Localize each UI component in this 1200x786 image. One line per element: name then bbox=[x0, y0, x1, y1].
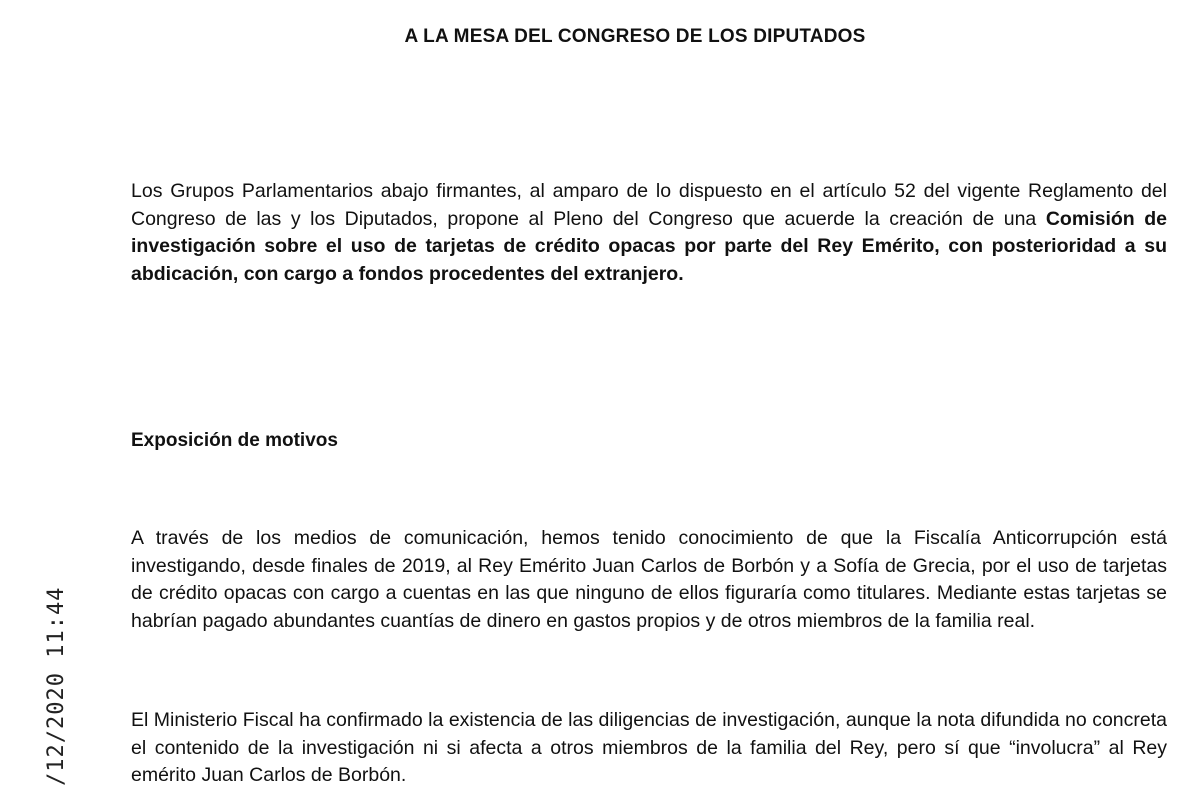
intro-text: Los Grupos Parlamentarios abajo firmantes, al amparo de lo dispuesto en el artículo 52 del vigente Reglamento del Congreso de las y los Diputados, propone al Pleno del Congreso que acuerde la creación de una bbox=[131, 180, 1167, 230]
document-heading: A LA MESA DEL CONGRESO DE LOS DIPUTADOS bbox=[404, 26, 866, 47]
register-date-stamp: /12/2020 11:44 bbox=[44, 586, 69, 786]
motives-paragraph-2: El Ministerio Fiscal ha confirmado la existencia de las diligencias de investigación, aunque la nota difundida no concreta el contenido de la investigación ni si afecta a otros miembros de la familia del Rey, pero sí que “involucra” al Rey emérito Juan Carlos de Borbón. bbox=[131, 709, 1167, 786]
section-title: Exposición de motivos bbox=[131, 430, 338, 451]
intro-paragraph bbox=[131, 178, 1167, 288]
commission-title: Comisión de investigación sobre el uso de tarjetas de crédito opacas por parte del Rey Emérito, con posterioridad a su abdicación, con cargo a fondos procedentes del extranjero. bbox=[131, 207, 1167, 285]
motives-paragraph-1: A través de los medios de comunicación, hemos tenido conocimiento de que la Fiscalía Anticorrupción está investigando, desde finales de 2019, al Rey Emérito Juan Carlos de Borbón y a Sofía de Grecia, por el uso de tarjetas de crédito opacas con cargo a cuentas en las que ninguno de ellos figuraría como titulares. Mediante estas tarjetas se habrían pagado abundantes cuantías de dinero en gastos propios y de otros miembros de la familia real. bbox=[131, 527, 1167, 632]
